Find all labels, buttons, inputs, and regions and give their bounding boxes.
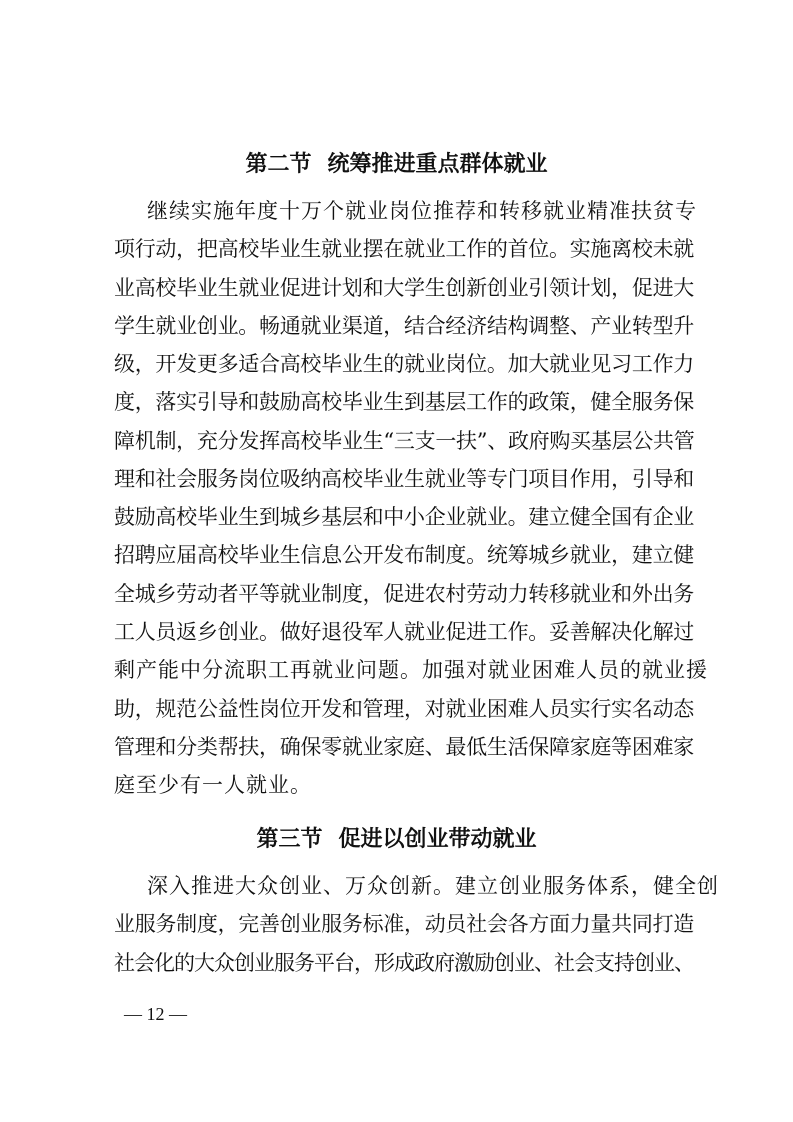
paragraph-line: 庭至少有一人就业。 [114,773,312,797]
paragraph-line: 鼓励高校毕业生到城乡基层和中小企业就业。建立健全国有企业 [114,505,694,529]
paragraph-line: 社会化的大众创业服务平台，形成政府激励创业、社会支持创业、 [114,951,694,975]
paragraph-line: 学生就业创业。畅通就业渠道，结合经济结构调整、产业转型升 [114,314,694,338]
section-number: 第二节 [245,152,312,177]
section-number: 第三节 [256,827,323,852]
section-heading-3 [0,825,793,855]
paragraph-line: 项行动，把高校毕业生就业摆在就业工作的首位。实施离校未就 [114,237,694,261]
paragraph-line: 管理和分类帮扶，确保零就业家庭、最低生活保障家庭等困难家 [114,735,694,759]
paragraph-line: 业服务制度，完善创业服务标准，动员社会各方面力量共同打造 [114,912,694,936]
paragraph-line: 招聘应届高校毕业生信息公开发布制度。统筹城乡就业，建立健 [114,543,694,567]
paragraph-line: 工人员返乡创业。做好退役军人就业促进工作。妥善解决化解过 [114,620,694,644]
paragraph-line: 继续实施年度十万个就业岗位推荐和转移就业精准扶贫专 [147,199,697,223]
section-title: 促进以创业带动就业 [338,827,537,852]
paragraph-line: 业高校毕业生就业促进计划和大学生创新创业引领计划，促进大 [114,276,694,300]
paragraph-line: 级，开发更多适合高校毕业生的就业岗位。加大就业见习工作力 [114,352,694,376]
paragraph-line: 剩产能中分流职工再就业问题。加强对就业困难人员的就业援 [114,658,708,682]
section-heading-2 [0,150,793,180]
paragraph-line: 障机制，充分发挥高校毕业生“三支一扶”、政府购买基层公共管 [114,429,695,453]
paragraph-line: 深入推进大众创业、万众创新。建立创业服务体系，健全创 [147,874,719,898]
paragraph-line: 理和社会服务岗位吸纳高校毕业生就业等专门项目作用，引导和 [114,467,694,491]
paragraph-line: 全城乡劳动者平等就业制度，促进农村劳动力转移就业和外出务 [114,582,694,606]
paragraph-line: 助，规范公益性岗位开发和管理，对就业困难人员实行实名动态 [114,697,694,721]
section-title: 统筹推进重点群体就业 [327,152,548,177]
paragraph-line: 度，落实引导和鼓励高校毕业生到基层工作的政策，健全服务保 [114,390,694,414]
page-number: — 12 — [124,1004,187,1024]
